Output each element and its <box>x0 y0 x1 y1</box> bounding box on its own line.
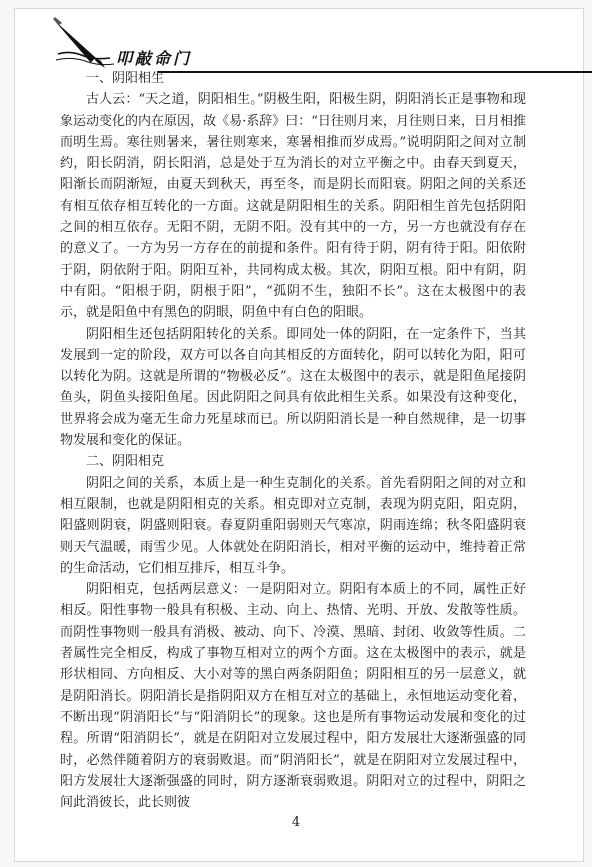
page-number: 4 <box>291 815 301 830</box>
page-header <box>50 14 550 74</box>
fountain-pen-icon <box>50 14 120 72</box>
paragraph: 阴阳相克，包括两层意义：一是阴阳对立。阴阳有本质上的不同，属性正好相反。阳性事物一般具有积极、主动、向上、热情、光明、开放、发散等性质。而阴性事物则一般具有消极、被动、向下、冷漠、黑暗、封闭、收敛等性质。二者属性完全相反，构成了事物互相对立的两个方面。这在太极图中的表示，就是形状相同、方向相反、大小对等的黑白两条阴阳鱼；阴阳相互的另一层意义，就是阴阳消长。阴阳消长是指阴阳双方在相互对立的基础上，永恒地运动变化着，不断出现“阴消阳长”与“阳消阴长”的现象。这也是所有事物运动发展和变化的过程。所谓“阳消阴长”，就是在阴阳对立发展过程中，阳方发展壮大逐渐强盛的同时，必然伴随着阴方的衰弱败退。而“阴消阳长”，就是在阴阳对立发展过程中，阳方发展壮大逐渐强盛的同时，阴方逐渐衰弱败退。阴阳对立的过程中，阴阳之间此消彼长，此长则彼 <box>60 582 526 811</box>
article-body <box>60 68 526 813</box>
brand-title: 叩敲命门 <box>116 49 193 68</box>
section-heading: 一、阴阳相生 <box>86 71 165 86</box>
paragraph: 阴阳之间的关系，本质上是一种生克制化的关系。首先看阴阳之间的对立和相互限制，也就是阴阳相克的关系。相克即对立克制，表现为阴克阳，阳克阴，阳盛则阴衰，阴盛则阳衰。春夏阴重阳弱则天气寒凉，阴雨连绵；秋冬阳盛阴衰则天气温暖，雨雪少见。人体就处在阴阳消长，相对平衡的运动中，维持着正常的生命活动，它们相互排斥，相互斗争。 <box>60 475 526 576</box>
paragraph: 阴阳相生还包括阴阳转化的关系。即同处一体的阴阳，在一定条件下，当其发展到一定的阶段，双方可以各自向其相反的方面转化，阴可以转化为阳，阳可以转化为阴。这就是所谓的“物极必反”。这在太极图中的表示，就是阳鱼尾接阴鱼头，阴鱼头接阳鱼尾。因此阴阳之间具有依此相生关系。如果没有这种变化，世界将会成为毫无生命力死星球而已。所以阴阳消长是一种自然规律，是一切事物发展和变化的保证。 <box>60 326 526 449</box>
paragraph: 古人云：“天之道，阴阳相生。”阴极生阳，阳极生阴，阴阳消长正是事物和现象运动变化的内在原因，故《易·系辞》曰：“日往则月来，月往则日来，日月相推而明生焉。寒往则暑来，暑往则寒来，寒暑相推而岁成焉。”说明阴阳之间对立制约，阳长阴消，阴长阳消，总是处于互为消长的对立平衡之中。由春天到夏天，阳渐长而阴渐短，由夏天到秋天，再至冬，而是阴长而阳衰。阴阳之间的关系还有相互依存相互转化的一方面。这就是阴阳相生的关系。阴阳相生首先包括阴阳之间的相互依存。无阳不阴，无阴不阳。没有其中的一方，另一方也就没有存在的意义了。一方为另一方存在的前提和条件。阳有待于阴，阴有待于阳。阳依附于阴，阴依附于阳。阴阳互补，共同构成太极。其次，阴阳互根。阳中有阴，阴中有阳。“阳根于阴，阴根于阳”，“孤阴不生，独阳不长”。这在太极图中的表示，就是阳鱼中有黑色的阴眼，阴鱼中有白色的阳眼。 <box>60 92 526 321</box>
section-heading: 二、阴阳相克 <box>86 454 165 470</box>
